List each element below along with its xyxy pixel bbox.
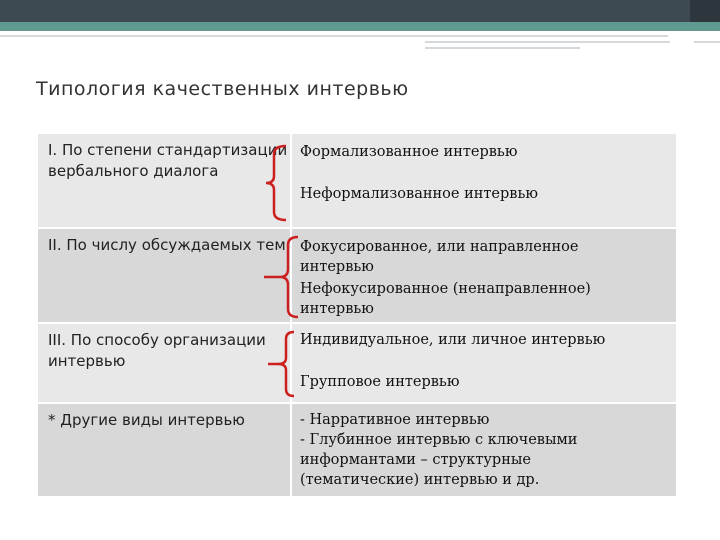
decor-line xyxy=(694,41,720,43)
column-divider xyxy=(290,134,292,227)
type-item: Фокусированное, или направленное интервью xyxy=(300,239,579,275)
accent-bar xyxy=(0,22,720,31)
type-item: - Глубинное интервью с ключевыми информантами – структурные (тематические) интервью и др. xyxy=(300,432,578,488)
slide-title: Типология качественных интервью xyxy=(36,78,409,100)
category-label: I. По степени стандартизации вербального диалога xyxy=(48,141,288,180)
type-item: Индивидуальное, или личное интервью xyxy=(300,332,606,348)
column-divider xyxy=(290,404,292,496)
red-bracket-icon xyxy=(262,235,302,319)
type-item: Неформализованное интервью xyxy=(300,186,538,202)
decor-line xyxy=(425,47,580,49)
category-label: III. По способу организации интервью xyxy=(48,331,266,370)
table-row xyxy=(38,404,676,498)
type-item: Групповое интервью xyxy=(300,374,460,390)
red-bracket-icon xyxy=(268,330,298,398)
top-bar-corner xyxy=(690,0,720,22)
table-row xyxy=(38,229,676,324)
category-label: II. По числу обсуждаемых тем xyxy=(48,236,286,254)
category-label: * Другие виды интервью xyxy=(48,411,245,429)
table-row xyxy=(38,134,676,229)
table-row xyxy=(38,324,676,404)
decor-line xyxy=(0,35,668,37)
type-item: - Нарративное интервью xyxy=(300,412,490,428)
type-item: Формализованное интервью xyxy=(300,144,518,160)
decor-line xyxy=(425,41,670,43)
red-bracket-icon xyxy=(264,144,288,222)
top-bar xyxy=(0,0,720,22)
type-item: Нефокусированное (ненаправленное) интервью xyxy=(300,281,591,317)
